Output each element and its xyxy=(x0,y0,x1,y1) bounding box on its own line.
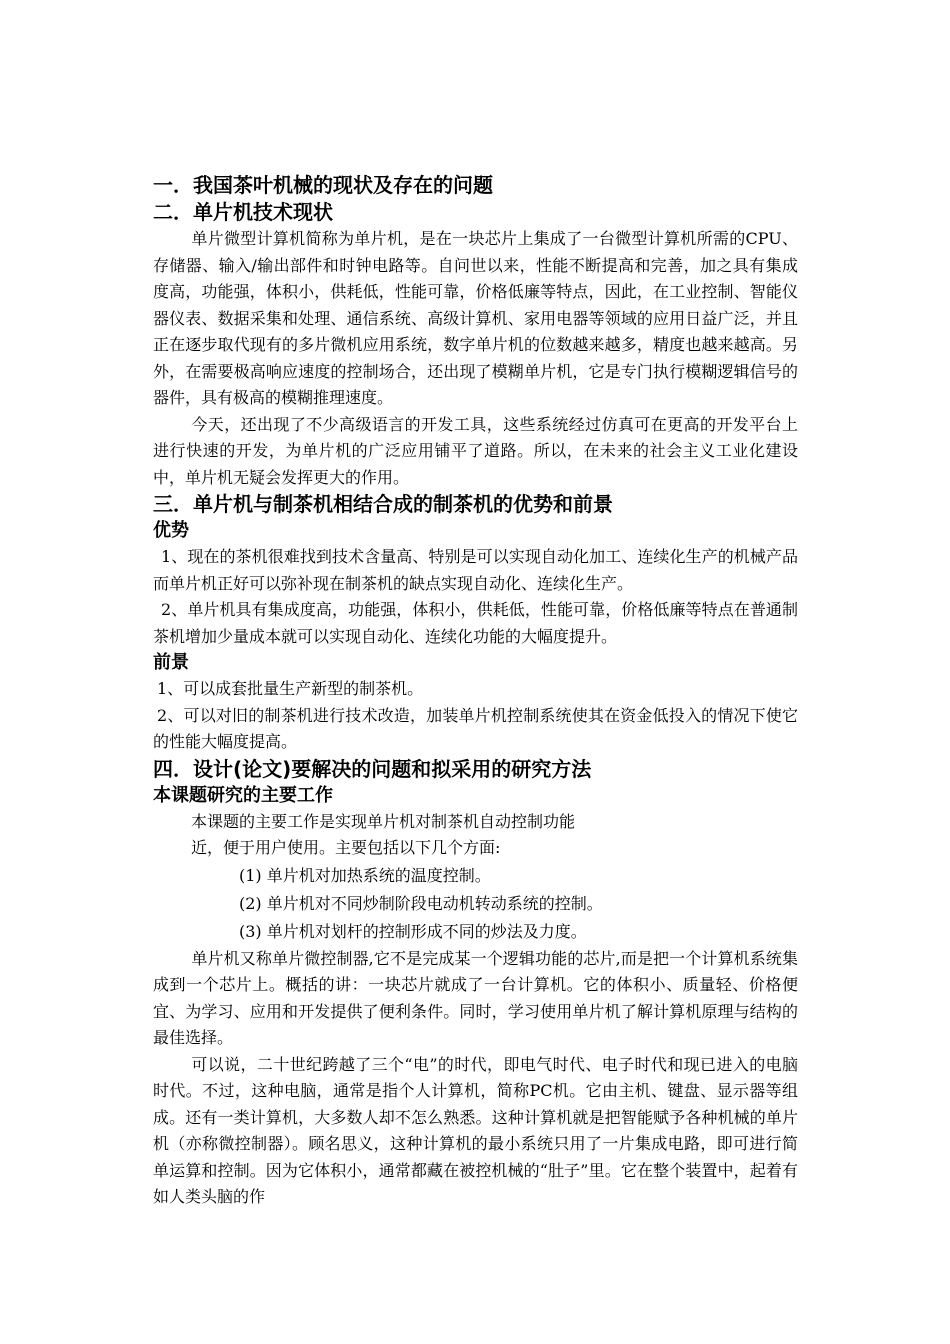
paragraph-development-tools: 今天，还出现了不少高级语言的开发工具，这些系统经过仿真可在更高的开发平台上进行快速的开发，为单片机的广泛应用铺平了道路。所以，在未来的社会主义工业化建设中，单片机无疑会发挥更大的作用。 xyxy=(153,414,798,487)
heading-tea-machinery-status: 一．我国茶叶机械的现状及存在的问题 xyxy=(153,173,493,197)
paragraph-mcu-definition: 单片机又称单片微控制器,它不是完成某一个逻辑功能的芯片,而是把一个计算机系统集成到一个芯片上。概括的讲：一块芯片就成了一台计算机。它的体积小、质量轻、价格便宜、为学习、应用和开发提供了便利条件。同时，学习使用单片机了解计算机原理与结构的最佳选择。 xyxy=(153,948,798,1047)
subheading-advantages: 优势 xyxy=(153,520,189,541)
paragraph-advantage-1: 1、现在的茶机很难找到技术含量高、特别是可以实现自动化加工、连续化生产的机械产品而单片机正好可以弥补现在制茶机的缺点实现自动化、连续化生产。 xyxy=(153,547,798,593)
heading-research-problems-methods: 四．设计(论文)要解决的问题和拟采用的研究方法 xyxy=(153,756,592,781)
paragraph-mcu-intro: 单片微型计算机简称为单片机，是在一块芯片上集成了一台微型计算机所需的CPU、存储器、输入/输出部件和时钟电路等。自问世以来，性能不断提高和完善，加之具有集成度高，功能强，体积小，供耗低，性能可靠，价格低廉等特点，因此，在工业控制、智能仪器仪表、数据采集和处理、通信系统、高级计算机、家用电器等领域的应用日益广泛，并且正在逐步取代现有的多片微机应用系统，数字单片机的位数越来越多，精度也越来越高。另外，在需要极高响应速度的控制场合，还出现了模糊单片机，它是专门执行模糊逻辑信号的器件，具有极高的模糊推理速度。 xyxy=(153,229,798,407)
document-page xyxy=(153,172,798,1211)
paragraph-main-work-line-1: 本课题的主要工作是实现单片机对制茶机自动控制功能 xyxy=(191,811,576,831)
paragraph-advantage-2: 2、单片机具有集成度高，功能强，体积小，供耗低，性能可靠，价格低廉等特点在普通制茶机增加少量成本就可以实现自动化、连续化功能的大幅度提升。 xyxy=(153,600,798,646)
subheading-main-work: 本课题研究的主要工作 xyxy=(153,784,333,806)
paragraph-prospect-1: 1、可以成套批量生产新型的制茶机。 xyxy=(157,679,424,698)
list-item-temperature-control: (1) 单片机对加热系统的温度控制。 xyxy=(239,865,491,885)
subheading-prospects: 前景 xyxy=(153,652,189,673)
paragraph-electric-age: 可以说，二十世纪跨越了三个“电”的时代，即电气时代、电子时代和现已进入的电脑时代。不过，这种电脑，通常是指个人计算机，简称PC机。它由主机、键盘、显示器等组成。还有一类计算机，大多数人却不怎么熟悉。这种计算机就是把智能赋予各种机械的单片机（亦称微控制器）。顾名思义，这种计算机的最小系统只用了一片集成电路，即可进行简单运算和控制。因为它体积小，通常都藏在被控机械的“肚子”里。它在整个装置中，起着有如人类头脑的作 xyxy=(153,1054,798,1206)
paragraph-main-work-line-2: 近，便于用户使用。主要包括以下几个方面: xyxy=(191,838,501,857)
heading-advantages-and-prospects: 三．单片机与制茶机相结合成的制茶机的优势和前景 xyxy=(153,492,613,516)
paragraph-prospect-2: 2、可以对旧的制茶机进行技术改造，加装单片机控制系统使其在资金低投入的情况下使它的性能大幅度提高。 xyxy=(153,705,798,751)
list-item-motor-control: (2) 单片机对不同炒制阶段电动机转动系统的控制。 xyxy=(239,893,603,913)
heading-mcu-technology-status: 二．单片机技术现状 xyxy=(153,200,333,224)
list-item-paddle-control: (3) 单片机对划杆的控制形成不同的炒法及力度。 xyxy=(239,921,587,941)
